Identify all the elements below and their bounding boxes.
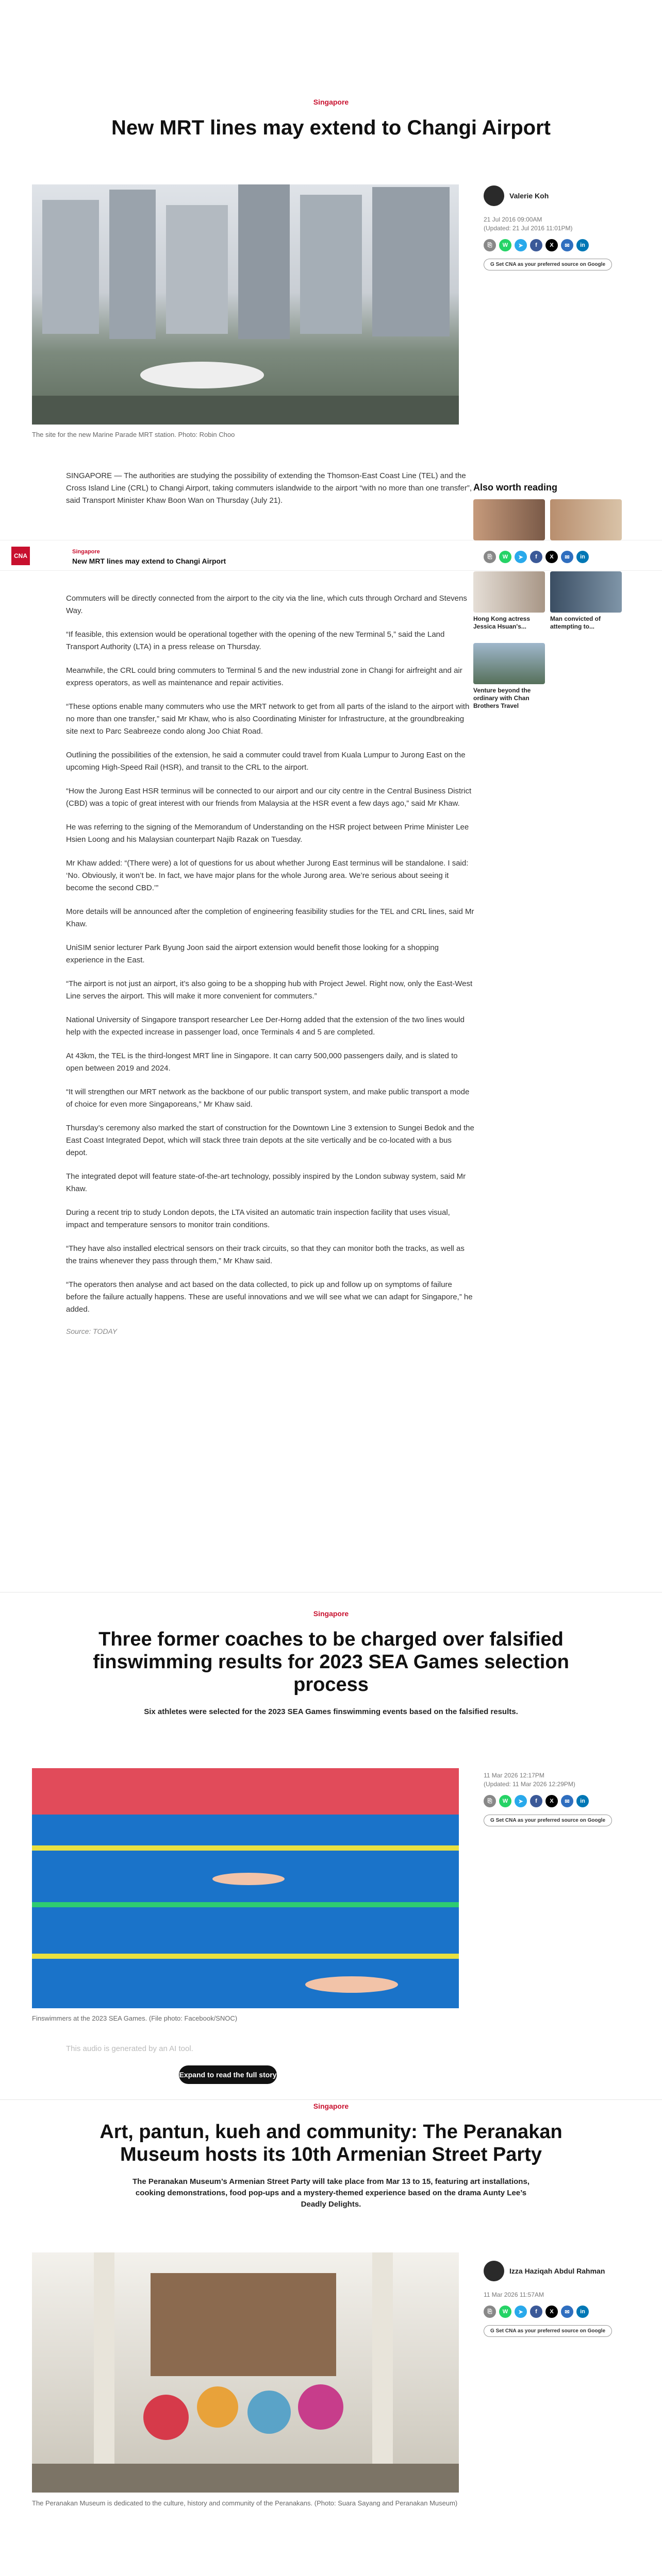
copy-link-icon[interactable]: ⎘ (484, 2306, 496, 2318)
email-icon[interactable]: ✉ (561, 551, 573, 563)
whatsapp-icon[interactable]: W (499, 1795, 511, 1807)
body-paragraph: “The operators then analyse and act based on the data collected, to pick up and follow up on symptoms of failure before the failure actually happens. These are useful innovations and we will see what we can adapt for Singapore,” he added. (66, 1280, 473, 1314)
author-name[interactable]: Izza Haziqah Abdul Rahman (509, 2267, 605, 2275)
also-card[interactable] (473, 643, 545, 710)
intro-paragraph: SINGAPORE — The authorities are studying the possibility of extending the Thomson-East Coast Line (TEL) and the Cross Island Line (CRL) to Changi Airport, taking commuters islandwide to the airport “with no more than one transfer”, said Transport Minister Khaw Boon Wan on Thursday (July 21). (66, 471, 472, 505)
also-card-title: Man convicted of attempting to... (550, 615, 601, 630)
share-bar (484, 2306, 638, 2318)
preferred-source-button[interactable] (484, 259, 612, 270)
whatsapp-icon[interactable]: W (499, 2306, 511, 2318)
article2-header (0, 1609, 662, 1718)
body-paragraph: During a recent trip to study London depots, the LTA visited an automatic train inspection facility that uses visual, impact and temperature sensors to monitor train conditions. (66, 1208, 450, 1229)
body-paragraph: Commuters will be directly connected from the airport to the city via the line, which cuts through Orchard and Stevens Way. (66, 594, 467, 615)
updated-date: (Updated: 21 Jul 2016 11:01PM) (484, 225, 573, 232)
body-paragraph: At 43km, the TEL is the third-longest MRT line in Singapore. It can carry 500,000 passengers daily, and is slated to open between 2019 and 2024. (66, 1052, 458, 1073)
article1-body (66, 592, 474, 1335)
copy-link-icon[interactable]: ⎘ (484, 239, 496, 251)
article3-kicker[interactable]: Singapore (313, 2102, 349, 2110)
linkedin-icon[interactable]: in (576, 1795, 589, 1807)
article1-caption: The site for the new Marine Parade MRT station. Photo: Robin Choo (32, 431, 235, 438)
body-paragraph: “They have also installed electrical sensors on their track circuits, so that they can monitor both the tracks, as well as the trains whenever they pass through them,” Mr Khaw said. (66, 1244, 465, 1265)
also-worth-reading (473, 482, 628, 710)
ai-audio-note: This audio is generated by an AI tool. (66, 2044, 193, 2053)
also-card-title: Hong Kong actress Jessica Hsuan's... (473, 615, 531, 630)
article2-photo (32, 1768, 459, 2008)
google-icon: G (490, 2328, 496, 2334)
published-date: 11 Mar 2026 12:17PM (484, 1772, 544, 1779)
also-card[interactable] (550, 499, 622, 540)
facebook-icon[interactable]: f (530, 2306, 542, 2318)
facebook-icon[interactable]: f (530, 551, 542, 563)
telegram-icon[interactable]: ➤ (515, 1795, 527, 1807)
sticky-kicker[interactable]: Singapore (72, 549, 100, 555)
share-bar (484, 1795, 638, 1807)
email-icon[interactable]: ✉ (561, 1795, 573, 1807)
body-paragraph: “It will strengthen our MRT network as the backbone of our public transport system, and make public transport a mode of choice for even more Singaporeans,” Mr Khaw said. (66, 1088, 470, 1109)
whatsapp-icon[interactable]: W (499, 551, 511, 563)
expand-story-button[interactable]: Expand to read the full story (179, 2065, 277, 2084)
published-date: 21 Jul 2016 09:00AM (484, 216, 542, 223)
body-paragraph: “The airport is not just an airport, it’s also going to be a shopping hub with Project Jewel. Right now, only the East-West Line serves the airport. This will make it more convenient for commuters.” (66, 979, 473, 1001)
preferred-source-button[interactable] (484, 2325, 612, 2337)
article3-header (0, 2102, 662, 2210)
article2-deck: Six athletes were selected for the 2023 SEA Games finswimming events based on the falsified results. (144, 1707, 518, 1716)
x-icon[interactable]: X (545, 551, 558, 563)
article1-byline (484, 185, 638, 270)
facebook-icon[interactable]: f (530, 1795, 542, 1807)
google-icon: G (490, 1818, 496, 1823)
copy-link-icon[interactable]: ⎘ (484, 1795, 496, 1807)
email-icon[interactable]: ✉ (561, 239, 573, 251)
body-paragraph: Thursday’s ceremony also marked the start of construction for the Downtown Line 3 extension to Sungei Bedok and the East Coast Integrated Depot, which will stack three train depots at the site vertically and be co-located with a bus depot. (66, 1124, 474, 1157)
linkedin-icon[interactable]: in (576, 551, 589, 563)
body-paragraph: “How the Jurong East HSR terminus will be connected to our airport and our city centre in the Central Business District (CBD) was a topic of great interest with our friends from Malaysia at the HSR event a few days ago,” said Mr Khaw. (66, 787, 472, 808)
body-paragraph: UniSIM senior lecturer Park Byung Joon said the airport extension would benefit those looking for a shopping experience in the East. (66, 943, 439, 964)
preferred-source-label: Set CNA as your preferred source on Google (495, 2328, 606, 2334)
article3-caption: The Peranakan Museum is dedicated to the culture, history and community of the Peranakans. (Photo: Suara Sayang and Peranakan Museum) (32, 2499, 458, 2507)
also-card[interactable] (473, 571, 545, 631)
x-icon[interactable]: X (545, 1795, 558, 1807)
share-bar (484, 239, 638, 251)
linkedin-icon[interactable]: in (576, 2306, 589, 2318)
linkedin-icon[interactable]: in (576, 239, 589, 251)
article3-byline (484, 2261, 638, 2337)
author-avatar (484, 2261, 504, 2281)
body-paragraph: Outlining the possibilities of the extension, he said a commuter could travel from Kuala Lumpur to Jurong East on the upcoming High-Speed Rail (HSR), and transit to the CRL to the airport. (66, 751, 466, 772)
body-paragraph: Meanwhile, the CRL could bring commuters to Terminal 5 and the new industrial zone in Changi for airfreight and air express operators, as well as maintenance and repair activities. (66, 666, 462, 687)
body-paragraph: The integrated depot will feature state-of-the-art technology, possibly inspired by the London subway system, said Mr Khaw. (66, 1172, 466, 1193)
body-paragraph: “These options enable many commuters who use the MRT network to get from all parts of the island to the airport with no more than one transfer,” said Mr Khaw, who is also Coordinating Minister for Infrastructure, at the groundbreaking site next to Parc Seabreeze condo along Joo Chiat Road. (66, 702, 470, 736)
article1-title: New MRT lines may extend to Changi Airport (111, 116, 551, 139)
article-source: Source: TODAY (66, 1327, 118, 1335)
body-paragraph: Mr Khaw added: “(There were) a lot of questions for us about whether Jurong East terminus will be standalone. I said: ‘No. Obviously, it won’t be. In fact, we have major plans for the whole Jurong area. We’re serious about seeing it become the second CBD.’” (66, 859, 469, 892)
also-card[interactable] (473, 499, 545, 540)
body-paragraph: He was referring to the signing of the Memorandum of Understanding on the HSR project between Prime Minister Lee Hsien Loong and his Malaysian counterpart Najib Razak on Tuesday. (66, 823, 469, 844)
article1-intro (66, 470, 473, 518)
body-paragraph: “If feasible, this extension would be operational together with the opening of the new Terminal 5,” said the Land Transport Authority (LTA) in a press release on Thursday. (66, 630, 445, 651)
also-card-title: Venture beyond the ordinary with Chan Brothers Travel (473, 687, 531, 709)
x-icon[interactable]: X (545, 239, 558, 251)
article3-photo (32, 2252, 459, 2493)
article3-deck: The Peranakan Museum’s Armenian Street Party will take place from Mar 13 to 15, featuring art installations, cooking demonstrations, food pop-ups and a mystery-themed experience based on the drama Aunty Lee’s Deadly Delights. (133, 2177, 529, 2209)
article1-kicker[interactable]: Singapore (313, 98, 349, 106)
cna-logo[interactable]: CNA (11, 547, 30, 565)
sticky-title: New MRT lines may extend to Changi Airport (72, 557, 226, 565)
article2-byline (484, 1771, 638, 1826)
telegram-icon[interactable]: ➤ (515, 2306, 527, 2318)
article2-caption: Finswimmers at the 2023 SEA Games. (File photo: Facebook/SNOC) (32, 2014, 238, 2022)
also-card[interactable] (550, 571, 622, 631)
telegram-icon[interactable]: ➤ (515, 239, 527, 251)
body-paragraph: National University of Singapore transport researcher Lee Der-Horng added that the extension of the two lines would help with the expected increase in passenger load, once Terminals 4 and 5 are completed. (66, 1015, 465, 1037)
facebook-icon[interactable]: f (530, 239, 542, 251)
copy-link-icon[interactable]: ⎘ (484, 551, 496, 563)
preferred-source-button[interactable] (484, 1815, 612, 1826)
article2-title[interactable]: Three former coaches to be charged over falsified finswimming results for 2023 SEA Games selection process (93, 1629, 569, 1696)
author-name[interactable]: Valerie Koh (509, 192, 549, 200)
article1-photo (32, 184, 459, 425)
preferred-source-label: Set CNA as your preferred source on Google (495, 262, 606, 267)
article1-header (0, 98, 662, 140)
email-icon[interactable]: ✉ (561, 2306, 573, 2318)
telegram-icon[interactable]: ➤ (515, 551, 527, 563)
article2-kicker[interactable]: Singapore (313, 1609, 349, 1618)
divider (0, 2099, 662, 2100)
article3-title[interactable]: Art, pantun, kueh and community: The Peranakan Museum hosts its 10th Armenian Street Party (100, 2121, 562, 2165)
whatsapp-icon[interactable]: W (499, 239, 511, 251)
x-icon[interactable]: X (545, 2306, 558, 2318)
body-paragraph: More details will be announced after the completion of engineering feasibility studies for the TEL and CRL lines, said Mr Khaw. (66, 907, 474, 928)
updated-date: (Updated: 11 Mar 2026 12:29PM) (484, 1781, 575, 1788)
published-date: 11 Mar 2026 11:57AM (484, 2291, 544, 2298)
author-avatar (484, 185, 504, 206)
preferred-source-label: Set CNA as your preferred source on Google (495, 1818, 606, 1823)
google-icon: G (490, 262, 496, 267)
also-heading: Also worth reading (473, 482, 558, 493)
